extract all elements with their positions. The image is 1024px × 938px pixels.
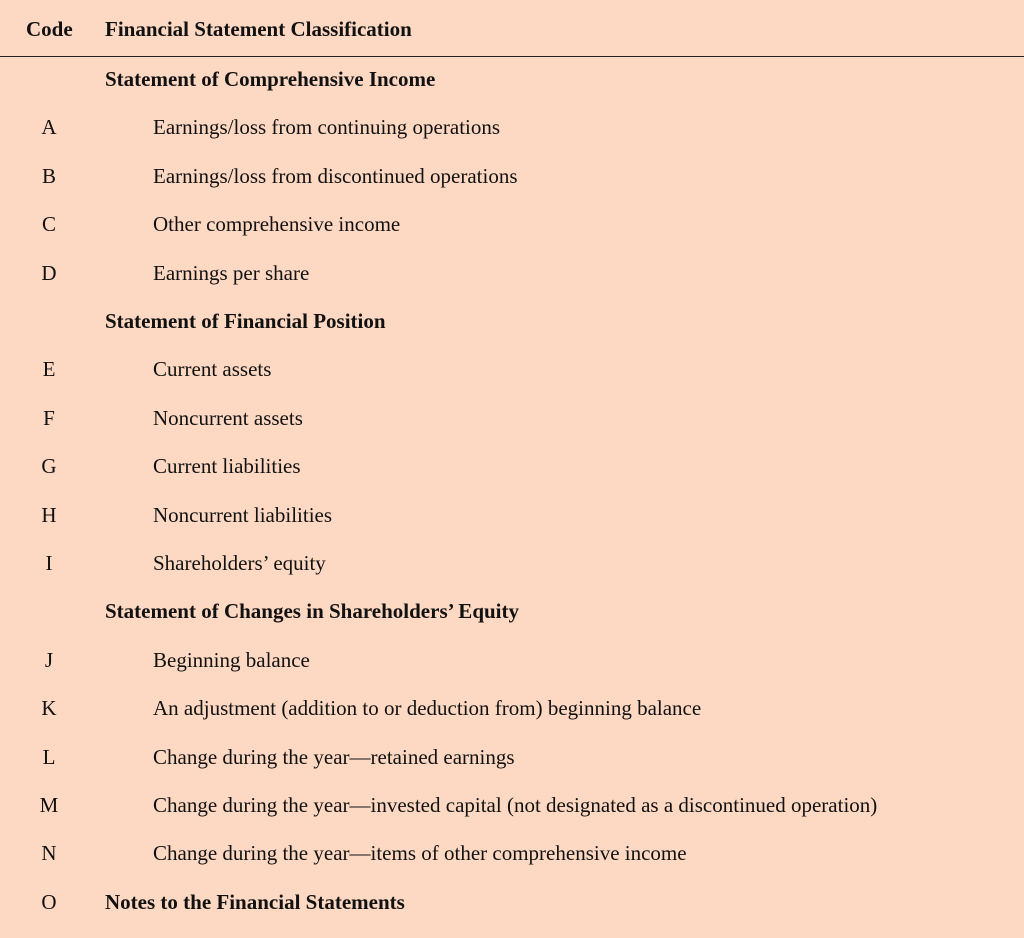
row-label: Beginning balance bbox=[153, 647, 310, 672]
row-label: Other comprehensive income bbox=[153, 212, 401, 237]
section-row bbox=[0, 309, 1024, 357]
row-code: M bbox=[39, 793, 59, 817]
row-code: B bbox=[41, 163, 56, 188]
row-code: F bbox=[43, 405, 55, 430]
row-code: N bbox=[41, 841, 57, 866]
row-label: Earnings/loss from discontinued operations bbox=[153, 163, 518, 188]
table-row bbox=[0, 261, 1024, 309]
classification-column-header: Financial Statement Classification bbox=[105, 17, 412, 41]
table-row bbox=[0, 696, 1024, 744]
section-title: Statement of Financial Position bbox=[105, 309, 386, 333]
row-label: Earnings per share bbox=[153, 260, 310, 285]
table-row bbox=[0, 841, 1024, 889]
row-code: L bbox=[42, 744, 56, 769]
row-label: Change during the year—invested capital (not designated as a discontinued operation) bbox=[153, 793, 878, 817]
code-column-header: Code bbox=[26, 17, 73, 41]
row-code: E bbox=[42, 357, 56, 382]
table-row bbox=[0, 745, 1024, 793]
row-label: Shareholders’ equity bbox=[153, 551, 326, 575]
row-label: Current liabilities bbox=[153, 454, 301, 479]
section-row bbox=[0, 599, 1024, 647]
row-label: Noncurrent assets bbox=[153, 405, 303, 430]
row-label: Change during the year—retained earnings bbox=[153, 744, 515, 769]
row-code: A bbox=[41, 115, 57, 140]
table-header bbox=[0, 0, 1024, 57]
table-row bbox=[0, 793, 1024, 841]
row-label: Noncurrent liabilities bbox=[153, 502, 333, 527]
section-row bbox=[0, 67, 1024, 115]
section-title: Statement of Changes in Shareholders’ Equity bbox=[105, 599, 520, 624]
table-row bbox=[0, 406, 1024, 454]
row-code: K bbox=[41, 696, 57, 721]
section-title: Notes to the Financial Statements bbox=[105, 889, 405, 914]
row-code: J bbox=[44, 647, 54, 672]
row-code: O bbox=[41, 889, 57, 914]
table-row bbox=[0, 115, 1024, 163]
section-title: Statement of Comprehensive Income bbox=[105, 67, 436, 91]
row-code: H bbox=[41, 502, 57, 527]
row-code: G bbox=[41, 454, 57, 479]
table-row bbox=[0, 212, 1024, 260]
table-row bbox=[0, 357, 1024, 405]
section-row bbox=[0, 890, 1024, 938]
table-row bbox=[0, 454, 1024, 502]
table-row bbox=[0, 164, 1024, 212]
row-code: D bbox=[41, 260, 57, 285]
row-label: Earnings/loss from continuing operations bbox=[153, 115, 501, 140]
row-code: I bbox=[45, 551, 53, 575]
row-label: Current assets bbox=[153, 357, 272, 382]
row-code: C bbox=[41, 212, 56, 237]
row-label: Change during the year—items of other comprehensive income bbox=[153, 841, 687, 866]
row-label: An adjustment (addition to or deduction from) beginning balance bbox=[153, 696, 702, 721]
table-row bbox=[0, 503, 1024, 551]
table-row bbox=[0, 648, 1024, 696]
table-row bbox=[0, 551, 1024, 599]
